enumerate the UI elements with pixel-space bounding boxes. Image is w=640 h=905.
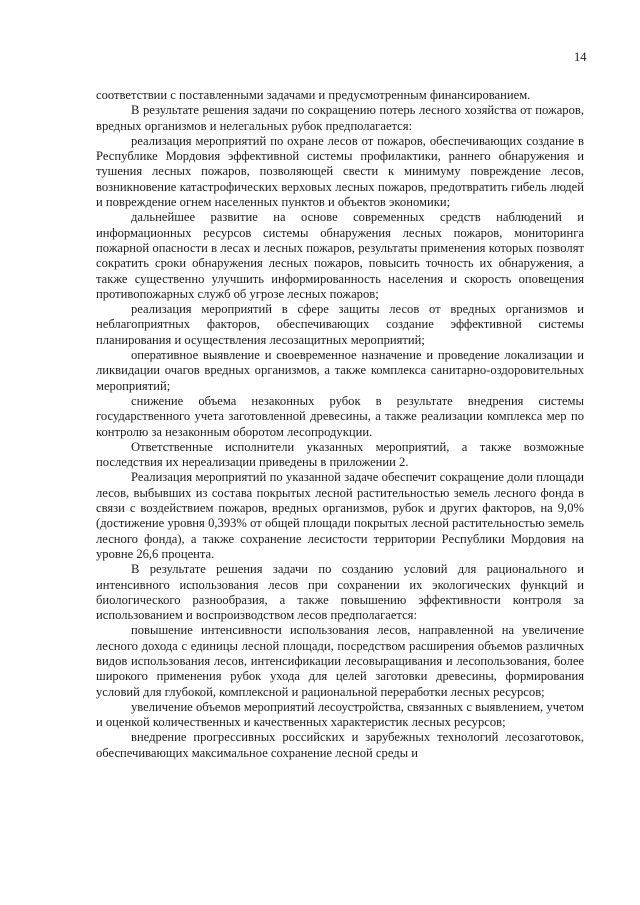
paragraph: В результате решения задачи по созданию условий для рационального и интенсивного использования лесов при сохранении их экологических функций и биологического разнообразия, а также повышению эффективности контроля за использованием и воспроизводством лесов предполагается: [96,562,584,623]
paragraph: Реализация мероприятий по указанной задаче обеспечит сокращение доли площади лесов, выбывших из состава покрытых лесной растительностью земель лесного фонда в связи с воздействием пожаров, вредных организмов, рубок и других факторов, на 9,0% (достижение уровня 0,393% от общей площади покрытых лесной растительностью земель лесного фонда), а также сохранение лесистости территории Республики Мордовия на уровне 26,6 процента. [96,470,584,561]
paragraph: реализация мероприятий по охране лесов от пожаров, обеспечивающих создание в Республике Мордовия эффективной системы профилактики, раннего обнаружения и тушения лесных пожаров, позволяющей свести к минимуму повреждение лесов, возникновение катастрофических верховых лесных пожаров, предотвратить гибель людей и повреждение огнем населенных пунктов и объектов экономики; [96,133,584,210]
paragraph: дальнейшее развитие на основе современных средств наблюдений и информационных ресурсов системы обнаружения лесных пожаров, мониторинга пожарной опасности в лесах и лесных пожаров, результаты применения которых позволят сократить сроки обнаружения лесных пожаров, повысить точность их обнаружения, а также существенно улучшить информированность населения и скорость оповещения противопожарных служб об угрозе лесных пожаров; [96,210,584,301]
paragraph: снижение объема незаконных рубок в результате внедрения системы государственного учета заготовленной древесины, а также реализации комплекса мер по контролю за незаконным оборотом лесопродукции. [96,393,584,439]
paragraph: Ответственные исполнители указанных мероприятий, а также возможные последствия их нереализации приведены в приложении 2. [96,439,584,470]
paragraph: реализация мероприятий в сфере защиты лесов от вредных организмов и неблагоприятных факторов, обеспечивающих создание эффективной системы планирования и осуществления лесозащитных мероприятий; [96,302,584,347]
paragraph: В результате решения задачи по сокращению потерь лесного хозяйства от пожаров, вредных организмов и нелегальных рубок предполагается: [96,103,584,133]
paragraph: соответствии с поставленными задачами и предусмотренным финансированием. [96,88,531,102]
document-body [96,88,584,761]
page-number: 14 [574,50,587,64]
paragraph: увеличение объемов мероприятий лесоустройства, связанных с выявлением, учетом и оценкой количественных и качественных характеристик лесных ресурсов; [96,699,584,730]
paragraph: внедрение прогрессивных российских и зарубежных технологий лесозаготовок, обеспечивающих максимальное сохранение лесной среды и [96,730,584,760]
paragraph: повышение интенсивности использования лесов, направленной на увеличение лесного дохода с единицы лесной площади, посредством расширения объемов различных видов использования лесов, интенсификации лесовыращивания и лесопользования, более широкого применения рубок ухода для целей заготовки древесины, формирования условий для глубокой, комплексной и рациональной переработки лесных ресурсов; [96,623,584,699]
paragraph: оперативное выявление и своевременное назначение и проведение локализации и ликвидации очагов вредных организмов, а также комплекса санитарно-оздоровительных мероприятий; [96,348,584,393]
